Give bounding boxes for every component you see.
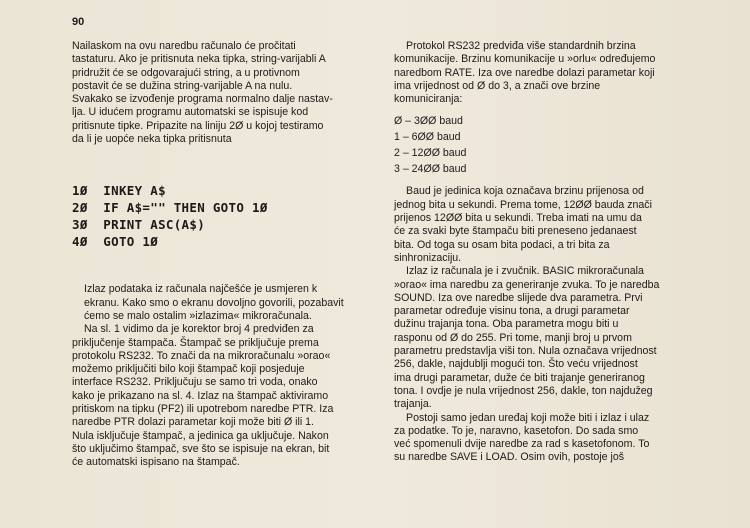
left-column	[72, 40, 373, 470]
code-line: 3Ø PRINT ASC(A$)	[72, 217, 206, 233]
sound-paragraph	[394, 265, 700, 411]
text-line: Postoji samo jedan uređaj koji može biti i izlaz i ulaz	[406, 411, 650, 424]
page-number: 90	[72, 16, 85, 28]
baud-rate-item: 2 – 12ØØ baud	[394, 147, 467, 160]
text-line: pritisnute tipke. Pripazite na liniju 2Ø u kojoj testiramo	[72, 119, 324, 132]
text-line: rasponu od Ø do 255. Pri tome, manji broj u prvom	[394, 331, 632, 344]
text-line: su naredbe SAVE i LOAD. Osim ovih, postoje još	[394, 451, 625, 464]
text-line: 256, dakle, najdublji mogući ton. Što veću vrijednost	[394, 358, 638, 371]
text-line: sinhronizaciju.	[394, 251, 462, 264]
text-line: Nailaskom na ovu naredbu računalo će pročitati	[72, 40, 296, 52]
output-paragraph	[72, 283, 373, 323]
text-line: komuniciranja:	[394, 93, 463, 106]
text-line: kako je prikazano na sl. 4. Izlaz na štampač aktiviramo	[72, 389, 329, 402]
text-line: Protokol RS232 predviđa više standardnih brzina	[406, 40, 636, 52]
text-line: naredbe PTR dolazi parametar koji može biti Ø ili 1.	[72, 416, 314, 429]
text-line: lja. U idućem programu automatski se ispisuje kod	[72, 106, 309, 119]
text-line: parametar određuje visinu tona, a drugi parametar	[394, 305, 630, 318]
text-line: tona. I ovdje je nula vrijednost 256, dakle, ton najdužeg	[394, 384, 653, 397]
baud-rate-item: Ø – 3ØØ baud	[394, 115, 463, 128]
text-line: pridružit će se odgovarajući string, a u protivnom	[72, 66, 300, 79]
text-line: Svakako se izvođenje programa normalno dalje nastav-	[72, 93, 333, 106]
text-line: Baud je jedinica koja označava brzinu prijenosa od	[406, 185, 644, 198]
text-line: što uključimo štampač, sve što se ispisuje na ekran, bit	[72, 442, 330, 455]
cassette-paragraph	[394, 412, 700, 465]
baud-rate-list	[394, 113, 700, 177]
text-line: tastaturu. Ako je pritisnuta neka tipka, string-varijabli A	[72, 53, 326, 66]
text-line: Nula isključuje štampač, a jedinica ga uključuje. Nakon	[72, 429, 329, 442]
text-line: dužinu trajanja tona. Oba parametra mogu biti u	[394, 318, 619, 331]
text-line: bita. Od toga su osam bita podaci, a tri bita za	[394, 238, 610, 251]
code-line: 2Ø IF A$="" THEN GOTO 1Ø	[72, 200, 268, 216]
text-line: Izlaz podataka iz računala najčešće je usmjeren k	[84, 283, 318, 296]
baud-paragraph	[394, 185, 700, 265]
right-column	[394, 40, 700, 465]
text-line: postavit će se dužina string-varijable A na nulu.	[72, 79, 293, 92]
basic-program-listing	[72, 182, 373, 250]
text-line: možemo priključiti bilo koji štampač koji posjeduje	[72, 363, 305, 376]
baud-rate-item: 3 – 24ØØ baud	[394, 163, 467, 176]
baud-rate-item: 1 – 6ØØ baud	[394, 131, 461, 144]
text-line: priključenje štampača. Štampač se priključuje prema	[72, 336, 319, 349]
text-line: SOUND. Iza ove naredbe slijede dva parametra. Prvi	[394, 291, 643, 304]
text-line: ćemo se malo ostalim »izlazima« mikroračunala.	[84, 309, 312, 322]
text-line: interface RS232. Priključuju se samo tri voda, onako	[72, 376, 318, 389]
text-line: komunikacije. Brzinu komunikacije u »orlu« određujemo	[394, 53, 656, 66]
text-line: Na sl. 1 vidimo da je korektor broj 4 predviđen za	[84, 323, 314, 336]
intro-paragraph	[72, 40, 373, 146]
text-line: ekranu. Kako smo o ekranu dovoljno govorili, pozabavit	[84, 296, 344, 309]
text-line: naredbom RATE. Iza ove naredbe dolazi parametar koji	[394, 66, 655, 79]
text-line: pritiskom na tipku (PF2) ili upotrebom naredbe PTR. Iza	[72, 403, 334, 416]
text-line: jednog bita u sekundi. Prema tome, 12ØØ bauda znači	[394, 198, 652, 211]
code-line: 1Ø INKEY A$	[72, 183, 166, 199]
text-line: ima vrijednost od Ø do 3, a znači ove brzine	[394, 79, 601, 92]
rs232-paragraph	[394, 40, 700, 106]
printer-paragraph	[72, 323, 373, 469]
text-line: trajanja.	[394, 398, 432, 411]
text-line: Izlaz iz računala je i zvučnik. BASIC mikroračunala	[406, 265, 644, 278]
text-line: »orao« ima naredbu za generiranje zvuka. To je naredba	[394, 278, 660, 291]
text-line: da li je uopće neka tipka pritisnuta	[72, 133, 232, 146]
code-line: 4Ø GOTO 1Ø	[72, 234, 159, 250]
text-line: će automatski ispisano na štampač.	[72, 456, 240, 469]
text-line: za podatke. To je, naravno, kasetofon. Do sada smo	[394, 424, 639, 437]
text-line: protokolu RS232. To znači da na mikroračunalu »orao«	[72, 349, 331, 362]
text-line: već spomenuli dvije naredbe za rad s kasetofonom. To	[394, 438, 650, 451]
text-line: će za svaki byte štampaču biti preneseno jedanaest	[394, 225, 637, 238]
text-line: prijenos 12ØØ bita u sekundi. Treba imati na umu da	[394, 212, 642, 225]
text-line: parametru predstavlja viši ton. Nula označava vrijednost	[394, 345, 657, 358]
text-line: ima drugi parametar, duže će biti trajanje generiranog	[394, 371, 645, 384]
